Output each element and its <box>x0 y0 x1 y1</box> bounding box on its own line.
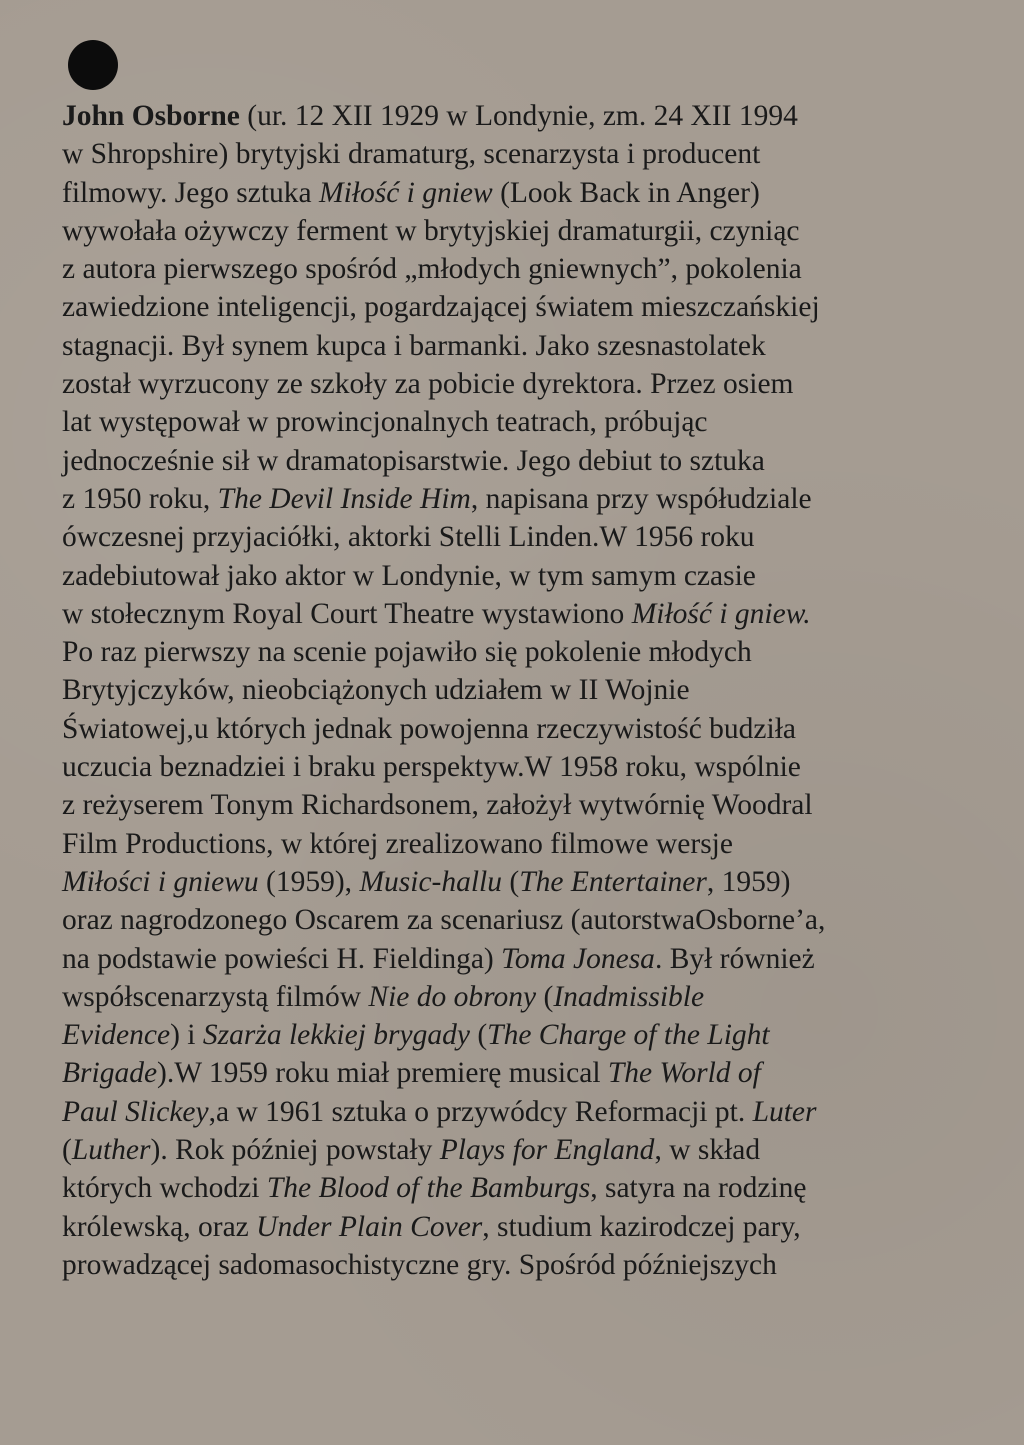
italic-title: The Devil Inside Him <box>217 482 471 515</box>
text-segment: został wyrzucony ze szkoły za pobicie dyrektora. Przez osiem <box>62 368 794 401</box>
italic-title: The World of <box>607 1057 761 1090</box>
text-segment: (Look Back in Anger) <box>492 176 760 209</box>
text-segment: (ur. 12 XII 1929 w Londynie, zm. 24 XII 1994 <box>239 100 798 132</box>
text-line <box>62 1054 962 1092</box>
text-line <box>62 97 962 135</box>
text-segment: z 1950 roku, <box>62 482 218 515</box>
text-line <box>62 901 962 939</box>
text-line <box>62 250 962 288</box>
italic-title: Inadmissible <box>553 980 705 1013</box>
text-segment: oraz nagrodzonego Oscarem za scenariusz (autorstwaOsborne’a, <box>62 904 826 937</box>
italic-title: Miłość i gniew <box>319 176 493 209</box>
text-segment: w Shropshire) brytyjski dramaturg, scenarzysta i producent <box>62 138 761 171</box>
italic-title: Under Plain Cover <box>256 1210 483 1243</box>
text-line <box>62 1246 962 1284</box>
article-body <box>62 97 962 1284</box>
italic-title: Luter <box>752 1095 817 1128</box>
italic-title: The Entertainer <box>519 865 707 898</box>
text-line <box>62 748 962 786</box>
text-segment: ). Rok później powstały <box>150 1134 440 1167</box>
text-line <box>62 671 962 709</box>
text-line <box>62 557 962 595</box>
text-segment: prowadzącej sadomasochistyczne gry. Spośród późniejszych <box>62 1248 777 1281</box>
text-segment: , satyra na rodzinę <box>590 1172 807 1205</box>
text-line <box>62 710 962 748</box>
text-line <box>62 1093 962 1131</box>
text-segment: królewską, oraz <box>62 1210 257 1243</box>
text-line <box>62 212 962 250</box>
text-line <box>62 174 962 212</box>
text-line <box>62 1131 962 1169</box>
text-segment: Film Productions, w której zrealizowano filmowe wersje <box>62 827 733 860</box>
text-segment: Po raz pierwszy na scenie pojawiło się pokolenie młodych <box>62 636 752 669</box>
text-segment: , napisana przy współudziale <box>470 482 812 515</box>
italic-title: Toma Jonesa <box>501 942 655 975</box>
text-segment: na podstawie powieści H. Fieldinga) <box>62 942 502 975</box>
text-line <box>62 940 962 978</box>
text-line <box>62 480 962 518</box>
text-segment: Brytyjczyków, nieobciążonych udziałem w II Wojnie <box>62 674 690 707</box>
text-line <box>62 288 962 326</box>
text-segment: filmowy. Jego sztuka <box>62 176 319 209</box>
text-segment: zawiedzione inteligencji, pogardzającej światem mieszczańskiej <box>62 291 820 324</box>
text-segment: , studium kazirodczej pary, <box>482 1210 801 1243</box>
text-segment: Światowej,u których jednak powojenna rzeczywistość budziła <box>62 712 796 745</box>
text-segment: stagnacji. Był synem kupca i barmanki. Jako szesnastolatek <box>62 329 766 362</box>
italic-title: Brigade <box>62 1057 158 1090</box>
italic-title: Szarża lekkiej brygady <box>202 1019 470 1052</box>
text-segment: z autora pierwszego spośród „młodych gniewnych”, pokolenia <box>62 253 802 286</box>
text-segment: ) i <box>170 1019 203 1052</box>
italic-title: Music-hallu <box>359 865 502 898</box>
text-segment: jednocześnie sił w dramatopisarstwie. Jego debiut to sztuka <box>62 444 765 477</box>
text-line <box>62 978 962 1016</box>
text-segment: ).W 1959 roku miał premierę musical <box>157 1057 608 1090</box>
text-segment: ( <box>62 1134 72 1167</box>
italic-title: Miłość i gniew. <box>631 597 811 630</box>
text-segment: z reżyserem Tonym Richardsonem, założył wytwórnię Woodral <box>62 789 813 822</box>
text-segment: wywołała ożywczy ferment w brytyjskiej dramaturgii, czyniąc <box>62 214 800 247</box>
text-line <box>62 442 962 480</box>
italic-title: The Blood of the Bamburgs <box>266 1172 591 1205</box>
text-line <box>62 863 962 901</box>
text-segment: ( <box>469 1019 488 1052</box>
text-segment: ( <box>502 865 520 898</box>
text-segment: (1959), <box>258 865 360 898</box>
text-segment: których wchodzi <box>62 1172 267 1205</box>
bullet-dot <box>68 40 118 90</box>
text-line <box>62 595 962 633</box>
text-segment: ówczesnej przyjaciółki, aktorki Stelli Linden.W 1956 roku <box>62 521 755 554</box>
text-segment: , 1959) <box>706 865 791 898</box>
text-line <box>62 825 962 863</box>
italic-title: The Charge of the Light <box>487 1019 770 1052</box>
text-segment: lat występował w prowincjonalnych teatrach, próbując <box>62 406 708 439</box>
text-line <box>62 1208 962 1246</box>
italic-title: Paul Slickey <box>62 1095 209 1128</box>
text-segment: w stołecznym Royal Court Theatre wystawiono <box>62 597 632 630</box>
italic-title: Luther <box>71 1134 151 1167</box>
text-segment: . Był również <box>654 942 815 975</box>
text-line <box>62 518 962 556</box>
text-line <box>62 786 962 824</box>
author-name: John Osborne <box>62 100 240 132</box>
italic-title: Miłości i gniewu <box>62 865 259 898</box>
text-line <box>62 1169 962 1207</box>
text-segment: uczucia beznadziei i braku perspektyw.W 1958 roku, wspólnie <box>62 751 801 784</box>
text-line <box>62 633 962 671</box>
text-segment: ( <box>536 980 554 1013</box>
text-line <box>62 365 962 403</box>
italic-title: Plays for England <box>439 1134 655 1167</box>
text-segment: zadebiutował jako aktor w Londynie, w tym samym czasie <box>62 559 756 592</box>
text-line <box>62 327 962 365</box>
text-line <box>62 1016 962 1054</box>
text-segment: ,a w 1961 sztuka o przywódcy Reformacji pt. <box>208 1095 753 1128</box>
text-line <box>62 403 962 441</box>
text-segment: , w skład <box>654 1134 761 1167</box>
text-line <box>62 135 962 173</box>
text-segment: współscenarzystą filmów <box>62 980 369 1013</box>
italic-title: Evidence <box>62 1019 171 1052</box>
italic-title: Nie do obrony <box>368 980 537 1013</box>
